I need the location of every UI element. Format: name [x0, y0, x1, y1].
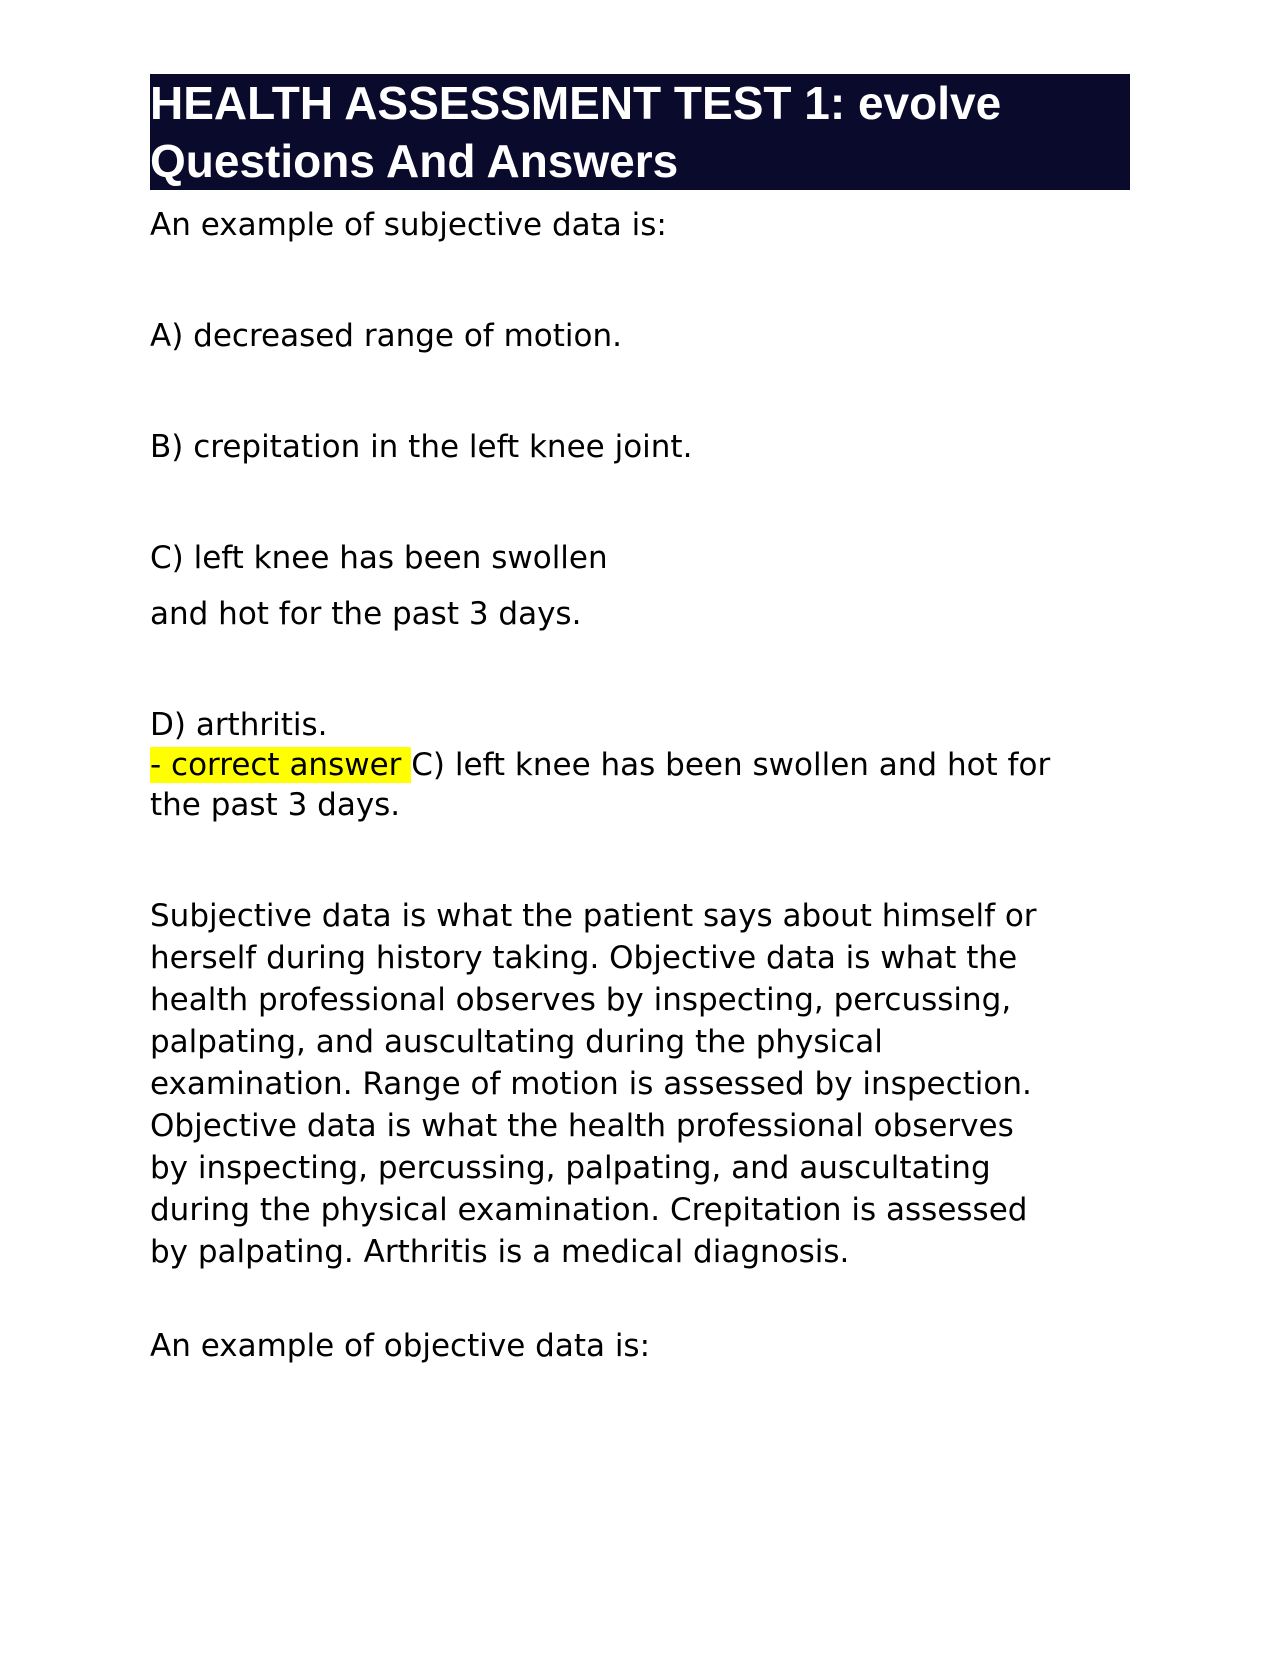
question-1-prompt: An example of subjective data is:	[150, 207, 667, 243]
rationale-line: during the physical examination. Crepitation is assessed	[150, 1192, 1028, 1228]
title-line-2: Questions And Answers	[150, 135, 679, 187]
question-1-option-d: D) arthritis.	[150, 707, 328, 743]
rationale-line: health professional observes by inspecting, percussing,	[150, 982, 1012, 1018]
document-page	[150, 74, 1130, 1364]
question-1-option-c-line-2: and hot for the past 3 days.	[150, 596, 582, 632]
rationale-line: Subjective data is what the patient says about himself or	[150, 898, 1037, 934]
rationale-line: herself during history taking. Objective data is what the	[150, 940, 1018, 976]
rationale-line: by inspecting, percussing, palpating, and auscultating	[150, 1150, 991, 1186]
question-1-answer-line-1	[150, 744, 1050, 786]
rationale-line: examination. Range of motion is assessed by inspection.	[150, 1066, 1032, 1102]
question-1-answer-line-2: the past 3 days.	[150, 787, 401, 823]
rationale-line: Objective data is what the health professional observes	[150, 1108, 1014, 1144]
question-1-rationale	[150, 895, 1130, 1273]
rationale-line: palpating, and auscultating during the physical	[150, 1024, 883, 1060]
correct-answer-highlight: - correct answer	[150, 747, 412, 783]
question-2-prompt: An example of objective data is:	[150, 1328, 651, 1364]
question-1-option-b: B) crepitation in the left knee joint.	[150, 429, 693, 465]
title-line-1: HEALTH ASSESSMENT TEST 1: evolve	[150, 77, 1002, 129]
question-1-option-c-line-1: C) left knee has been swollen	[150, 540, 608, 576]
document-title	[150, 74, 1130, 190]
answer-text: C) left knee has been swollen and hot for	[411, 747, 1051, 783]
question-1-option-a: A) decreased range of motion.	[150, 318, 622, 354]
rationale-line: by palpating. Arthritis is a medical diagnosis.	[150, 1234, 850, 1270]
